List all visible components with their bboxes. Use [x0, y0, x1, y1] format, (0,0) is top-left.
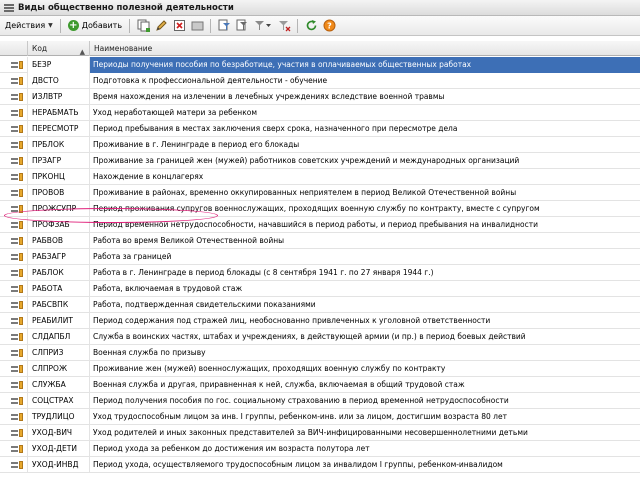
code-cell[interactable]: РАБЗАГР — [28, 249, 90, 265]
catalog-item-icon — [11, 333, 23, 341]
chevron-down-icon: ▼ — [48, 22, 53, 29]
name-cell[interactable]: Уход неработающей матери за ребенком — [93, 108, 257, 117]
name-cell[interactable]: Период ухода, осуществляемого трудоспособным лицом за инвалидом I группы, ребенком-инвалидом — [93, 460, 503, 469]
name-column-label: Наименование — [94, 44, 153, 53]
actions-menu-button[interactable] — [2, 18, 56, 34]
filter-history-icon — [254, 19, 272, 32]
name-cell[interactable]: Военная служба и другая, приравненная к ней, служба, включаемая в общий трудовой стаж — [93, 380, 465, 389]
code-cell[interactable]: ИЗЛВТР — [28, 89, 90, 105]
row-icon-cell[interactable] — [0, 393, 28, 409]
code-cell[interactable]: ПРБЛОК — [28, 137, 90, 153]
svg-text:?: ? — [326, 21, 332, 31]
table-row[interactable] — [0, 345, 640, 361]
code-cell[interactable]: РЕАБИЛИТ — [28, 313, 90, 329]
name-cell[interactable]: Работа в г. Ленинграде в период блокады (с 8 сентября 1941 г. по 27 января 1944 г.) — [93, 268, 434, 277]
row-icon-cell[interactable] — [0, 441, 28, 457]
code-column-label: Код — [32, 44, 48, 53]
catalog-item-icon — [11, 157, 23, 165]
toolbar — [0, 16, 640, 36]
table-row[interactable] — [0, 329, 640, 345]
row-icon-cell[interactable] — [0, 457, 28, 473]
catalog-item-icon — [11, 77, 23, 85]
table-row[interactable] — [0, 249, 640, 265]
copy-button[interactable] — [135, 18, 151, 34]
name-cell[interactable]: Военная служба по призыву — [93, 348, 206, 357]
row-icon-cell[interactable] — [0, 57, 28, 73]
code-cell[interactable]: СОЦСТРАХ — [28, 393, 90, 409]
table-row[interactable] — [0, 265, 640, 281]
name-cell[interactable]: Нахождение в концлагерях — [93, 172, 204, 181]
table-row[interactable] — [0, 233, 640, 249]
name-cell[interactable]: Служба в воинских частях, штабах и учреждениях, в действующей армии (и пр.) в период боевых действий — [93, 332, 526, 341]
table-row[interactable] — [0, 185, 640, 201]
row-icon-cell[interactable] — [0, 137, 28, 153]
row-icon-cell[interactable] — [0, 409, 28, 425]
table-row[interactable] — [0, 409, 640, 425]
catalog-item-icon — [11, 269, 23, 277]
row-icon-cell[interactable] — [0, 249, 28, 265]
refresh-icon — [305, 19, 318, 32]
catalog-item-icon — [11, 429, 23, 437]
table-row[interactable] — [0, 313, 640, 329]
table-row[interactable] — [0, 105, 640, 121]
name-cell[interactable]: Подготовка к профессиональной деятельности - обучение — [93, 76, 328, 85]
catalog-item-icon — [11, 93, 23, 101]
catalog-item-icon — [11, 461, 23, 469]
code-cell[interactable]: СЛДАПБЛ — [28, 329, 90, 345]
row-icon-cell[interactable] — [0, 313, 28, 329]
toolbar-separator — [129, 19, 130, 33]
delete-icon — [173, 19, 186, 32]
folder-icon — [191, 19, 204, 32]
name-cell[interactable]: Период ухода за ребенком до достижения им возраста полутора лет — [93, 444, 370, 453]
name-cell[interactable]: Период пребывания в местах заключения сверх срока, назначенного при пересмотре дела — [93, 124, 458, 133]
name-cell[interactable]: Проживание в районах, временно оккупированных неприятелем в период Великой Отечественной войны — [93, 188, 517, 197]
code-cell[interactable]: ПРКОНЦ — [28, 169, 90, 185]
table-row[interactable] — [0, 425, 640, 441]
toolbar-separator — [210, 19, 211, 33]
catalog-item-icon — [11, 221, 23, 229]
catalog-item-icon — [11, 61, 23, 69]
name-cell[interactable]: Период временной нетрудоспособности, начавшийся в период работы, и период пребывания на инвалидности — [93, 220, 539, 229]
code-cell[interactable]: СЛПРИЗ — [28, 345, 90, 361]
clear-filter-icon — [278, 19, 291, 32]
row-icon-cell[interactable] — [0, 185, 28, 201]
name-cell[interactable]: Проживание жен (мужей) военнослужащих, проходящих военную службу по контракту — [93, 364, 446, 373]
grid-header — [0, 41, 640, 56]
catalog-item-icon — [11, 381, 23, 389]
filter-value-icon — [236, 19, 249, 32]
copy-icon — [137, 19, 150, 32]
table-row[interactable] — [0, 89, 640, 105]
code-cell[interactable]: УХОД-ВИЧ — [28, 425, 90, 441]
catalog-item-icon — [11, 445, 23, 453]
code-cell[interactable]: СЛУЖБА — [28, 377, 90, 393]
help-icon — [323, 19, 336, 32]
row-icon-cell[interactable] — [0, 265, 28, 281]
mark-button[interactable] — [189, 18, 205, 34]
catalog-item-icon — [11, 317, 23, 325]
plus-icon: + — [69, 20, 78, 31]
code-cell[interactable]: РАБОТА — [28, 281, 90, 297]
catalog-item-icon — [11, 301, 23, 309]
actions-label: Действия — [5, 21, 46, 30]
window-title: Виды общественно полезной деятельности — [18, 2, 234, 13]
row-icon-cell[interactable] — [0, 345, 28, 361]
row-icon-cell[interactable] — [0, 297, 28, 313]
filter-by-value-button[interactable] — [234, 18, 250, 34]
row-icon-cell[interactable] — [0, 377, 28, 393]
filter-icon — [218, 19, 231, 32]
catalog-item-icon — [11, 141, 23, 149]
table-row[interactable] — [0, 217, 640, 233]
code-cell[interactable]: УХОД-ДЕТИ — [28, 441, 90, 457]
row-icon-cell[interactable] — [0, 217, 28, 233]
name-cell[interactable]: Работа, включаемая в трудовой стаж — [93, 284, 243, 293]
row-icon-cell[interactable] — [0, 121, 28, 137]
edit-button[interactable] — [153, 18, 169, 34]
table-row[interactable] — [0, 153, 640, 169]
table-row[interactable] — [0, 361, 640, 377]
catalog-item-icon — [11, 285, 23, 293]
code-cell[interactable]: РАБВОВ — [28, 233, 90, 249]
name-cell[interactable]: Проживание в г. Ленинграде в период его блокады — [93, 140, 300, 149]
code-cell[interactable]: ПРОФЗАБ — [28, 217, 90, 233]
row-icon-cell[interactable] — [0, 281, 28, 297]
table-row[interactable] — [0, 57, 640, 73]
table-row[interactable] — [0, 281, 640, 297]
table-row[interactable] — [0, 137, 640, 153]
code-cell[interactable]: ДВСТО — [28, 73, 90, 89]
row-icon-cell[interactable] — [0, 201, 28, 217]
code-column-header[interactable] — [28, 41, 90, 56]
code-cell[interactable]: РАБСВПК — [28, 297, 90, 313]
name-cell[interactable]: Время нахождения на излечении в лечебных учреждениях вследствие военной травмы — [93, 92, 445, 101]
table-row[interactable] — [0, 169, 640, 185]
row-icon-cell[interactable] — [0, 153, 28, 169]
icon-column-header[interactable] — [0, 41, 28, 56]
toolbar-separator — [60, 19, 61, 33]
catalog-item-icon — [11, 109, 23, 117]
catalog-item-icon — [11, 173, 23, 181]
name-cell[interactable]: Период проживания супругов военнослужащих, проходящих военную службу по контракту, вместе с супругом — [93, 204, 540, 213]
add-button[interactable] — [65, 18, 125, 34]
code-cell[interactable]: СЛПРОЖ — [28, 361, 90, 377]
table-row[interactable] — [0, 73, 640, 89]
name-cell[interactable]: Периоды получения пособия по безработице, участия в оплачиваемых общественных работах — [90, 57, 640, 73]
catalog-item-icon — [11, 253, 23, 261]
row-icon-cell[interactable] — [0, 361, 28, 377]
table-row[interactable] — [0, 201, 640, 217]
code-cell[interactable]: РАБЛОК — [28, 265, 90, 281]
name-column-header[interactable] — [90, 41, 640, 56]
catalog-item-icon — [11, 397, 23, 405]
row-icon-cell[interactable] — [0, 105, 28, 121]
name-cell[interactable]: Проживание за границей жен (мужей) работников советских учреждений и международных организаций — [93, 156, 520, 165]
filter-history-button[interactable] — [252, 18, 274, 34]
list-form-icon — [4, 3, 14, 13]
pencil-icon — [155, 19, 168, 32]
help-button[interactable] — [321, 18, 337, 34]
refresh-button[interactable] — [303, 18, 319, 34]
code-cell[interactable]: ТРУДЛИЦО — [28, 409, 90, 425]
catalog-item-icon — [11, 125, 23, 133]
row-icon-cell[interactable] — [0, 169, 28, 185]
catalog-item-icon — [11, 237, 23, 245]
sort-ascending-icon: ▲ — [79, 48, 85, 56]
code-cell[interactable]: ПРОЖСУПР — [28, 201, 90, 217]
name-cell[interactable]: Работа во время Великой Отечественной войны — [93, 236, 285, 245]
code-cell[interactable]: УХОД-ИНВД — [28, 457, 90, 473]
catalog-item-icon — [11, 349, 23, 357]
name-cell[interactable]: Период содержания под стражей лиц, необоснованно привлеченных к уголовной ответственности — [93, 316, 491, 325]
name-cell[interactable]: Уход родителей и иных законных представителей за ВИЧ-инфицированными несовершеннолетними детьми — [93, 428, 528, 437]
name-cell[interactable]: Уход трудоспособным лицом за инв. I группы, ребенком-инв. или за лицом, достигшим возраста 80 лет — [93, 412, 507, 421]
name-cell[interactable]: Работа за границей — [93, 252, 172, 261]
catalog-item-icon — [11, 189, 23, 197]
delete-button[interactable] — [171, 18, 187, 34]
name-cell[interactable]: Период получения пособия по гос. социальному страхованию в период временной нетрудоспособности — [93, 396, 509, 405]
window-titlebar — [0, 0, 640, 16]
name-cell[interactable]: Работа, подтвержденная свидетельскими показаниями — [93, 300, 316, 309]
table-row[interactable] — [0, 377, 640, 393]
row-icon-cell[interactable] — [0, 233, 28, 249]
table-row[interactable] — [0, 121, 640, 137]
clear-filter-button[interactable] — [276, 18, 292, 34]
code-cell[interactable]: ПРЗАГР — [28, 153, 90, 169]
table-row[interactable] — [0, 393, 640, 409]
catalog-item-icon — [11, 365, 23, 373]
row-icon-cell[interactable] — [0, 329, 28, 345]
row-icon-cell[interactable] — [0, 73, 28, 89]
add-label: Добавить — [81, 21, 123, 30]
row-icon-cell[interactable] — [0, 89, 28, 105]
catalog-item-icon — [11, 205, 23, 213]
code-cell[interactable]: ПРОВОВ — [28, 185, 90, 201]
filter-button[interactable] — [216, 18, 232, 34]
code-cell[interactable]: ПЕРЕСМОТР — [28, 121, 90, 137]
table-row[interactable] — [0, 297, 640, 313]
code-cell[interactable]: БЕЗР — [28, 57, 90, 73]
catalog-item-icon — [11, 413, 23, 421]
table-row[interactable] — [0, 441, 640, 457]
table-row[interactable] — [0, 457, 640, 473]
row-icon-cell[interactable] — [0, 425, 28, 441]
code-cell[interactable]: НЕРАБМАТЬ — [28, 105, 90, 121]
toolbar-separator — [297, 19, 298, 33]
list-grid — [0, 41, 640, 484]
